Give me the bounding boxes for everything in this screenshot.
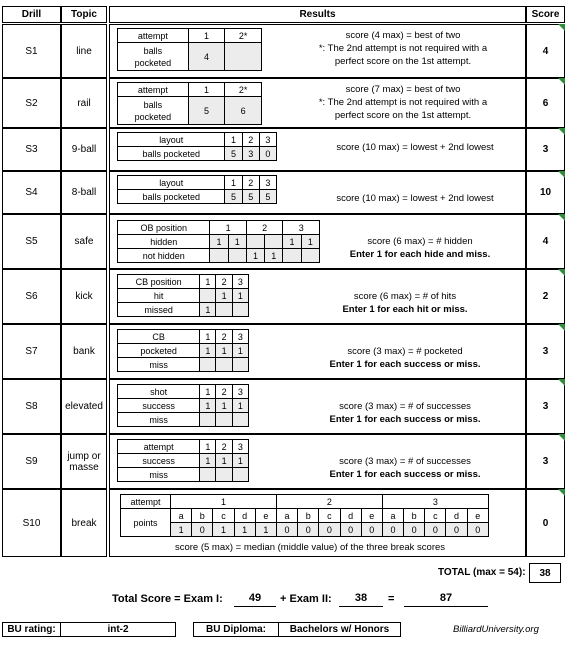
s9-note-1: score (3 max) = # of successes <box>339 456 471 467</box>
s10-note: score (5 max) = median (middle value) of the three break scores <box>174 542 446 553</box>
bu-diploma-value: Bachelors w/ Honors <box>289 624 390 635</box>
exam1-label: Total Score = Exam I: <box>112 593 223 605</box>
s5-hid-3a[interactable]: 1 <box>283 235 301 249</box>
s5-h3: 3 <box>283 221 320 235</box>
s6-topic-cell: kick <box>61 269 107 324</box>
s5-nh-3b[interactable] <box>301 249 319 263</box>
s2-attempt-label: attempt <box>118 83 189 97</box>
s5-hid-1b[interactable]: 1 <box>228 235 246 249</box>
s4-drill-cell: S4 <box>2 171 61 214</box>
s2-note-2: *: The 2nd attempt is not required with a <box>318 97 488 108</box>
s10-v2d[interactable]: 0 <box>340 523 361 537</box>
s6-table <box>117 274 249 317</box>
s9-topic-cell <box>61 434 107 489</box>
s7-pocketed-label: pocketed <box>118 344 200 358</box>
s10-points-label: points <box>121 509 171 537</box>
s2-pocketed-label: pocketed <box>134 111 172 122</box>
s10-v3a[interactable]: 0 <box>382 523 403 537</box>
s7-note-2: Enter 1 for each success or miss. <box>329 359 481 370</box>
s3-v2[interactable]: 3 <box>242 147 259 161</box>
s6-hit-2[interactable]: 1 <box>216 289 232 303</box>
s9-h3: 3 <box>232 440 248 454</box>
s6-note-2: Enter 1 for each hit or miss. <box>342 304 468 315</box>
s10-v2b[interactable]: 0 <box>298 523 319 537</box>
s1-value-2[interactable] <box>225 43 262 71</box>
s10-l2a: a <box>276 509 297 523</box>
s10-l2c: c <box>319 509 340 523</box>
s6-hit-1[interactable] <box>200 289 216 303</box>
s10-h2: 2 <box>276 495 382 509</box>
s8-m-2[interactable] <box>216 413 232 427</box>
s10-attempt-label: attempt <box>121 495 171 509</box>
s10-table <box>120 494 489 537</box>
s1-value-1[interactable]: 4 <box>188 43 225 71</box>
s8-s-1[interactable]: 1 <box>200 399 216 413</box>
s8-h2: 2 <box>216 385 232 399</box>
s4-note: score (10 max) = lowest + 2nd lowest <box>336 193 494 204</box>
s2-attempt-2: 2* <box>225 83 262 97</box>
s5-nh-1a[interactable] <box>210 249 228 263</box>
bu-diploma-label: BU Diploma: <box>194 623 279 636</box>
header-drill: Drill <box>2 6 61 23</box>
s7-p-2[interactable]: 1 <box>216 344 232 358</box>
s7-m-3[interactable] <box>232 358 248 372</box>
s10-v1e[interactable]: 1 <box>255 523 276 537</box>
s5-hid-2a[interactable] <box>246 235 264 249</box>
s2-note-1: score (7 max) = best of two <box>345 84 461 95</box>
s7-notes <box>305 345 505 371</box>
s8-miss-label: miss <box>118 413 200 427</box>
header-topic: Topic <box>61 6 107 23</box>
s10-l1b: b <box>192 509 213 523</box>
s2-notes <box>296 83 510 122</box>
s5-nh-1b[interactable] <box>228 249 246 263</box>
s9-m-2[interactable] <box>216 468 232 482</box>
s6-miss-2[interactable] <box>216 303 232 317</box>
s9-success-label: success <box>118 454 200 468</box>
s4-topic-cell: 8-ball <box>61 171 107 214</box>
s10-l1d: d <box>234 509 255 523</box>
s4-bp-label: balls pocketed <box>118 190 225 204</box>
s8-drill-cell: S8 <box>2 379 61 434</box>
bu-rating-label: BU rating: <box>3 623 61 636</box>
s9-miss-label: miss <box>118 468 200 482</box>
s4-h2: 2 <box>242 176 259 190</box>
exam2-label: + Exam II: <box>280 593 332 605</box>
s8-note-2: Enter 1 for each success or miss. <box>329 414 481 425</box>
s6-note-1: score (6 max) = # of hits <box>353 291 457 302</box>
s4-h3: 3 <box>259 176 276 190</box>
s4-v1[interactable]: 5 <box>225 190 242 204</box>
s10-drill-cell: S10 <box>2 489 61 557</box>
s1-table <box>117 28 262 71</box>
s3-layout-label: layout <box>118 133 225 147</box>
s7-h2: 2 <box>216 330 232 344</box>
s5-h2: 2 <box>246 221 283 235</box>
total-value: 38 <box>529 563 561 583</box>
s5-topic-cell: safe <box>61 214 107 269</box>
s9-m-3[interactable] <box>232 468 248 482</box>
s10-l1e: e <box>255 509 276 523</box>
header-results: Results <box>109 6 526 23</box>
s7-note-1: score (3 max) = # pocketed <box>347 346 463 357</box>
s7-score-corner-mark <box>558 324 565 331</box>
site-name: BilliardUniversity.org <box>453 624 539 635</box>
s2-score-cell: 6 <box>526 78 565 128</box>
s10-v3d[interactable]: 0 <box>446 523 467 537</box>
s9-h2: 2 <box>216 440 232 454</box>
s10-v2c[interactable]: 0 <box>319 523 340 537</box>
s6-notes <box>315 290 495 316</box>
s1-balls-label: balls <box>143 45 163 56</box>
s10-v3b[interactable]: 0 <box>404 523 425 537</box>
s9-drill-cell: S9 <box>2 434 61 489</box>
s5-ob-label: OB position <box>118 221 210 235</box>
s1-topic-cell: line <box>61 24 107 78</box>
s4-h1: 1 <box>225 176 242 190</box>
s6-score-cell: 2 <box>526 269 565 324</box>
s5-hid-3b[interactable]: 1 <box>301 235 319 249</box>
s4-table <box>117 175 277 204</box>
s8-s-3[interactable]: 1 <box>232 399 248 413</box>
s1-attempt-1: 1 <box>188 29 225 43</box>
s1-note-3: perfect score on the 1st attempt. <box>334 56 472 67</box>
s6-h3: 3 <box>232 275 248 289</box>
bu-diploma-box <box>193 622 401 637</box>
s9-table <box>117 439 249 482</box>
s8-m-1[interactable] <box>200 413 216 427</box>
s1-note-2: *: The 2nd attempt is not required with a <box>318 43 488 54</box>
s6-h2: 2 <box>216 275 232 289</box>
s2-attempt-1: 1 <box>188 83 225 97</box>
s3-note: score (10 max) = lowest + 2nd lowest <box>336 142 494 153</box>
s10-l3b: b <box>404 509 425 523</box>
s9-topic-line-1: jump or <box>67 450 101 462</box>
s5-h1: 1 <box>210 221 247 235</box>
s4-score-corner-mark <box>558 171 565 178</box>
s1-attempt-label: attempt <box>118 29 189 43</box>
s4-v2[interactable]: 5 <box>242 190 259 204</box>
s8-score-cell: 3 <box>526 379 565 434</box>
s8-note-1: score (3 max) = # of successes <box>339 401 471 412</box>
s8-h1: 1 <box>200 385 216 399</box>
s5-hid-1a[interactable]: 1 <box>210 235 228 249</box>
s7-drill-cell: S7 <box>2 324 61 379</box>
s5-drill-cell: S5 <box>2 214 61 269</box>
s10-l3e: e <box>467 509 488 523</box>
s3-h3: 3 <box>259 133 276 147</box>
s10-l3c: c <box>425 509 446 523</box>
s1-pocketed-label: pocketed <box>134 57 172 68</box>
s9-notes <box>305 455 505 481</box>
equals-sign: = <box>388 593 395 605</box>
s7-m-2[interactable] <box>216 358 232 372</box>
s10-h1: 1 <box>171 495 277 509</box>
s10-v2e[interactable]: 0 <box>361 523 382 537</box>
s1-score-corner-mark <box>558 24 565 31</box>
s10-v1c[interactable]: 1 <box>213 523 234 537</box>
s10-v1b[interactable]: 0 <box>192 523 213 537</box>
s1-score-cell: 4 <box>526 24 565 78</box>
s3-score-cell: 3 <box>526 128 565 171</box>
s10-score-cell: 0 <box>526 489 565 557</box>
s8-shot-label: shot <box>118 385 200 399</box>
s10-h3: 3 <box>382 495 488 509</box>
s10-v3e[interactable]: 0 <box>467 523 488 537</box>
s2-balls-label: balls <box>143 99 163 110</box>
s8-m-3[interactable] <box>232 413 248 427</box>
s9-h1: 1 <box>200 440 216 454</box>
s9-topic-line-2: masse <box>69 461 99 473</box>
s7-p-3[interactable]: 1 <box>232 344 248 358</box>
s1-drill-cell: S1 <box>2 24 61 78</box>
s7-table <box>117 329 249 372</box>
s7-m-1[interactable] <box>200 358 216 372</box>
s6-drill-cell: S6 <box>2 269 61 324</box>
s10-l3d: d <box>446 509 467 523</box>
s5-nh-2b[interactable]: 1 <box>265 249 283 263</box>
s5-nh-3a[interactable] <box>283 249 301 263</box>
exam-sum-value: 87 <box>404 592 488 607</box>
exam2-value: 38 <box>339 592 383 607</box>
s6-miss-1[interactable]: 1 <box>200 303 216 317</box>
s5-nh-2a[interactable]: 1 <box>246 249 264 263</box>
s3-v3[interactable]: 0 <box>259 147 276 161</box>
s5-table <box>117 220 320 263</box>
s8-topic-cell: elevated <box>61 379 107 434</box>
s7-h1: 1 <box>200 330 216 344</box>
s6-score-corner-mark <box>558 269 565 276</box>
s9-m-1[interactable] <box>200 468 216 482</box>
s8-table <box>117 384 249 427</box>
s7-h3: 3 <box>232 330 248 344</box>
s9-s-1[interactable]: 1 <box>200 454 216 468</box>
s3-bp-label: balls pocketed <box>118 147 225 161</box>
s3-topic-cell: 9-ball <box>61 128 107 171</box>
s8-notes <box>305 400 505 426</box>
s9-score-corner-mark <box>558 434 565 441</box>
s7-miss-label: miss <box>118 358 200 372</box>
s2-score-corner-mark <box>558 78 565 85</box>
s10-topic-cell: break <box>61 489 107 557</box>
s9-s-2[interactable]: 1 <box>216 454 232 468</box>
s2-topic-cell: rail <box>61 78 107 128</box>
s3-h1: 1 <box>225 133 242 147</box>
s8-s-2[interactable]: 1 <box>216 399 232 413</box>
s7-topic-cell: bank <box>61 324 107 379</box>
s10-score-corner-mark <box>558 489 565 496</box>
s6-cb-label: CB position <box>118 275 200 289</box>
s6-hit-3[interactable]: 1 <box>232 289 248 303</box>
bu-rating-box <box>2 622 176 637</box>
s3-table <box>117 132 277 161</box>
exam1-value: 49 <box>234 592 276 607</box>
s5-hidden-label: hidden <box>118 235 210 249</box>
s10-v2a[interactable]: 0 <box>276 523 297 537</box>
s3-score-corner-mark <box>558 128 565 135</box>
s8-h3: 3 <box>232 385 248 399</box>
s10-l3a: a <box>382 509 403 523</box>
s6-missed-label: missed <box>118 303 200 317</box>
s9-s-3[interactable]: 1 <box>232 454 248 468</box>
bu-rating-value: int-2 <box>107 624 129 635</box>
total-label: TOTAL (max = 54): <box>438 567 526 578</box>
s5-score-cell: 4 <box>526 214 565 269</box>
s1-notes <box>296 29 510 68</box>
header-score: Score <box>526 6 565 23</box>
s10-l2d: d <box>340 509 361 523</box>
s10-l1a: a <box>171 509 192 523</box>
s10-l2b: b <box>298 509 319 523</box>
s9-attempt-label: attempt <box>118 440 200 454</box>
s5-note-2: Enter 1 for each hide and miss. <box>349 249 491 260</box>
s7-cb-label: CB <box>118 330 200 344</box>
s3-h2: 2 <box>242 133 259 147</box>
s6-miss-3[interactable] <box>232 303 248 317</box>
s8-success-label: success <box>118 399 200 413</box>
s5-hid-2b[interactable] <box>265 235 283 249</box>
s1-note-1: score (4 max) = best of two <box>345 30 461 41</box>
s2-drill-cell: S2 <box>2 78 61 128</box>
s5-score-corner-mark <box>558 214 565 221</box>
s6-h1: 1 <box>200 275 216 289</box>
s7-p-1[interactable]: 1 <box>200 344 216 358</box>
s10-v1a[interactable]: 1 <box>171 523 192 537</box>
s2-value-2[interactable]: 6 <box>225 97 262 125</box>
s4-v3[interactable]: 5 <box>259 190 276 204</box>
s10-v3c[interactable]: 0 <box>425 523 446 537</box>
s2-value-1[interactable]: 5 <box>188 97 225 125</box>
s9-score-cell: 3 <box>526 434 565 489</box>
s1-attempt-2: 2* <box>225 29 262 43</box>
s2-table <box>117 82 262 125</box>
s5-notes <box>330 235 510 261</box>
s9-note-2: Enter 1 for each success or miss. <box>329 469 481 480</box>
s10-l1c: c <box>213 509 234 523</box>
s5-not-hidden-label: not hidden <box>118 249 210 263</box>
s10-v1d[interactable]: 1 <box>234 523 255 537</box>
s4-score-cell: 10 <box>526 171 565 214</box>
s7-score-cell: 3 <box>526 324 565 379</box>
s8-score-corner-mark <box>558 379 565 386</box>
s3-v1[interactable]: 5 <box>225 147 242 161</box>
s10-l2e: e <box>361 509 382 523</box>
s2-note-3: perfect score on the 1st attempt. <box>334 110 472 121</box>
s5-note-1: score (6 max) = # hidden <box>367 236 473 247</box>
s4-layout-label: layout <box>118 176 225 190</box>
s3-drill-cell: S3 <box>2 128 61 171</box>
s6-hit-label: hit <box>118 289 200 303</box>
